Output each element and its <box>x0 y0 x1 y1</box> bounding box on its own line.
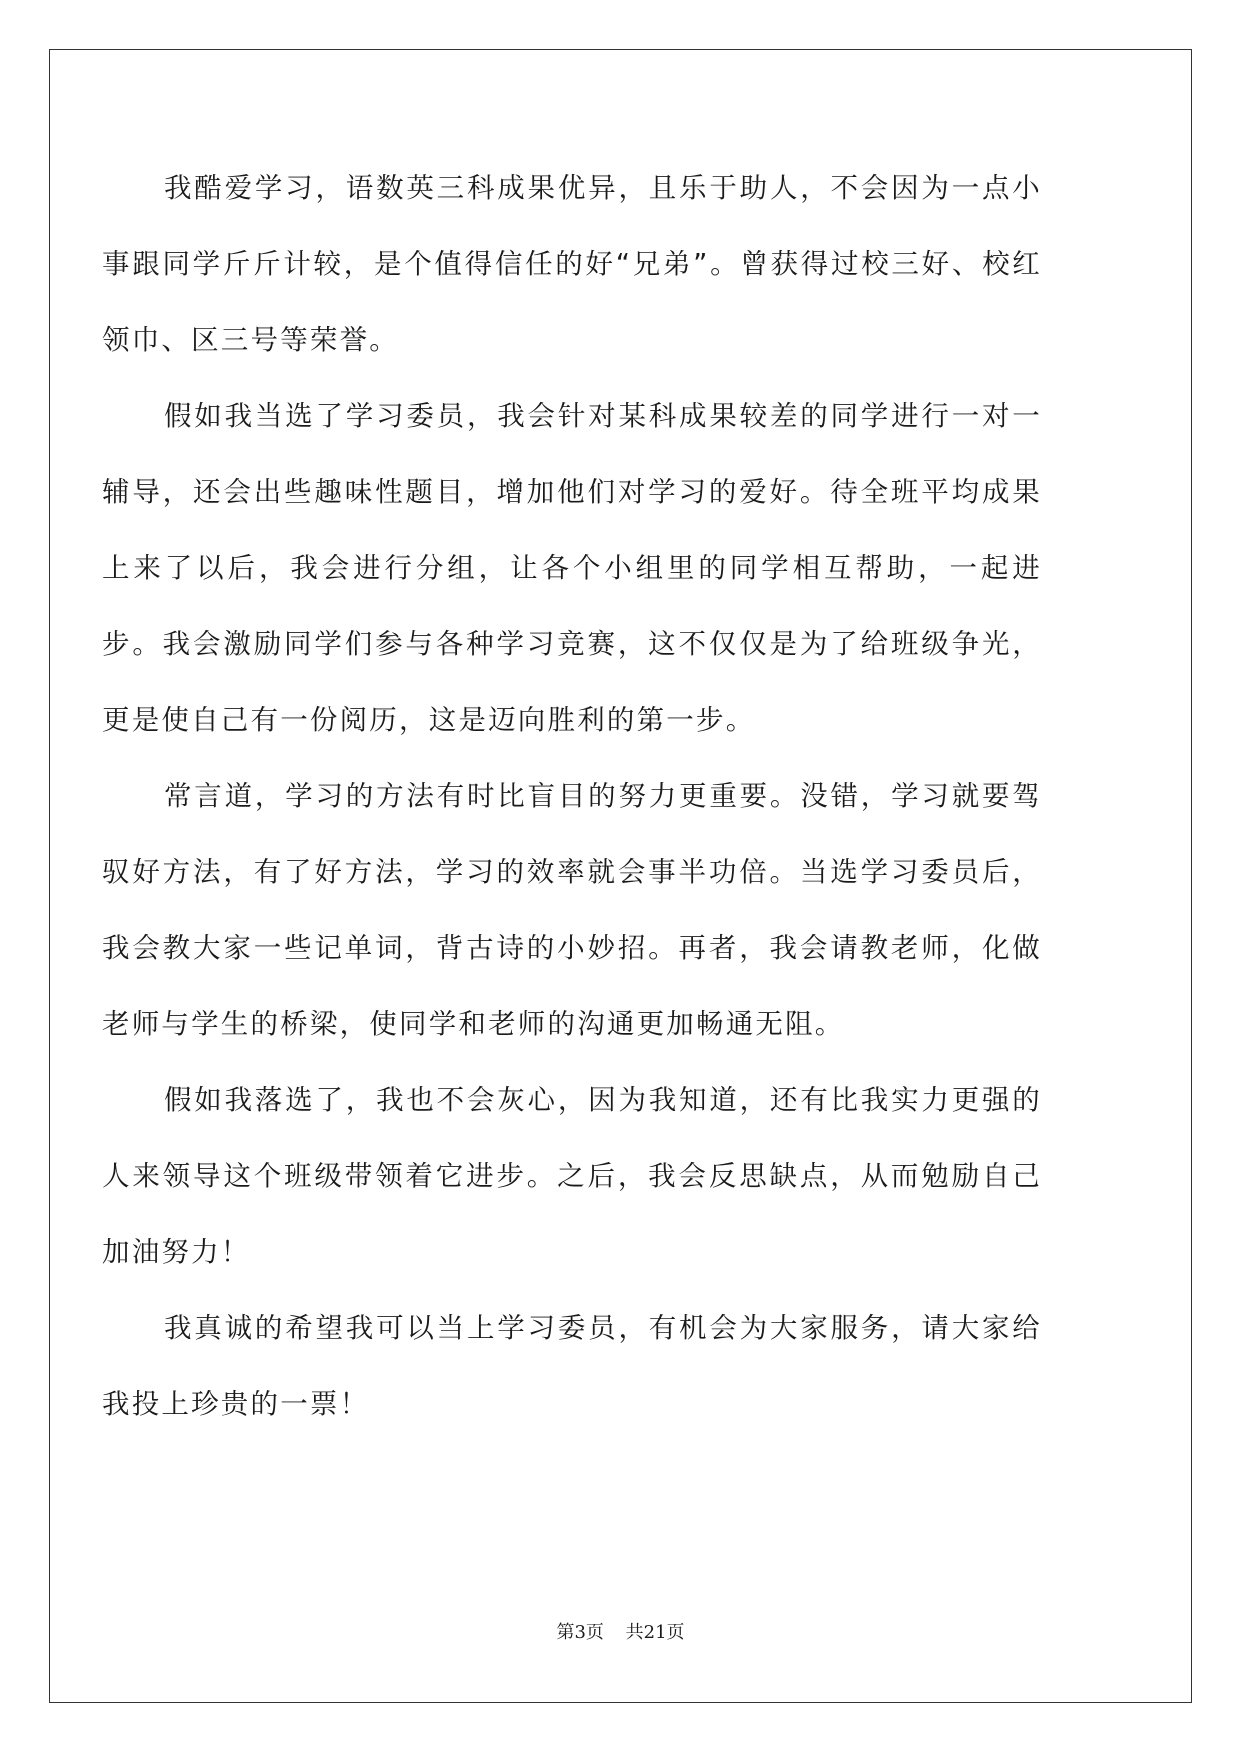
paragraph: 常言道，学习的方法有时比盲目的努力更重要。没错，学习就要驾驭好方法，有了好方法，学习的效率就会事半功倍。当选学习委员后，我会教大家一些记单词，背古诗的小妙招。再者，我会请教老师，化做老师与学生的桥梁，使同学和老师的沟通更加畅通无阻。 <box>102 780 1042 1040</box>
paragraph: 我酷爱学习，语数英三科成果优异，且乐于助人，不会因为一点小事跟同学斤斤计较，是个值得信任的好“兄弟”。曾获得过校三好、校红领巾、区三号等荣誉。 <box>102 172 1042 356</box>
paragraph: 假如我当选了学习委员，我会针对某科成果较差的同学进行一对一辅导，还会出些趣味性题目，增加他们对学习的爱好。待全班平均成果上来了以后，我会进行分组，让各个小组里的同学相互帮助，一起进步。我会激励同学们参与各种学习竞赛，这不仅仅是为了给班级争光，更是使自己有一份阅历，这是迈向胜利的第一步。 <box>102 400 1042 736</box>
paragraph: 我真诚的希望我可以当上学习委员，有机会为大家服务，请大家给我投上珍贵的一票！ <box>102 1312 1042 1420</box>
paragraph: 假如我落选了，我也不会灰心，因为我知道，还有比我实力更强的人来领导这个班级带领着它进步。之后，我会反思缺点，从而勉励自己加油努力！ <box>102 1084 1042 1268</box>
page-total: 共21页 <box>625 1622 685 1643</box>
document-body <box>102 150 1042 1442</box>
page-footer <box>0 1618 1241 1644</box>
page-number: 第3页 <box>556 1622 604 1643</box>
